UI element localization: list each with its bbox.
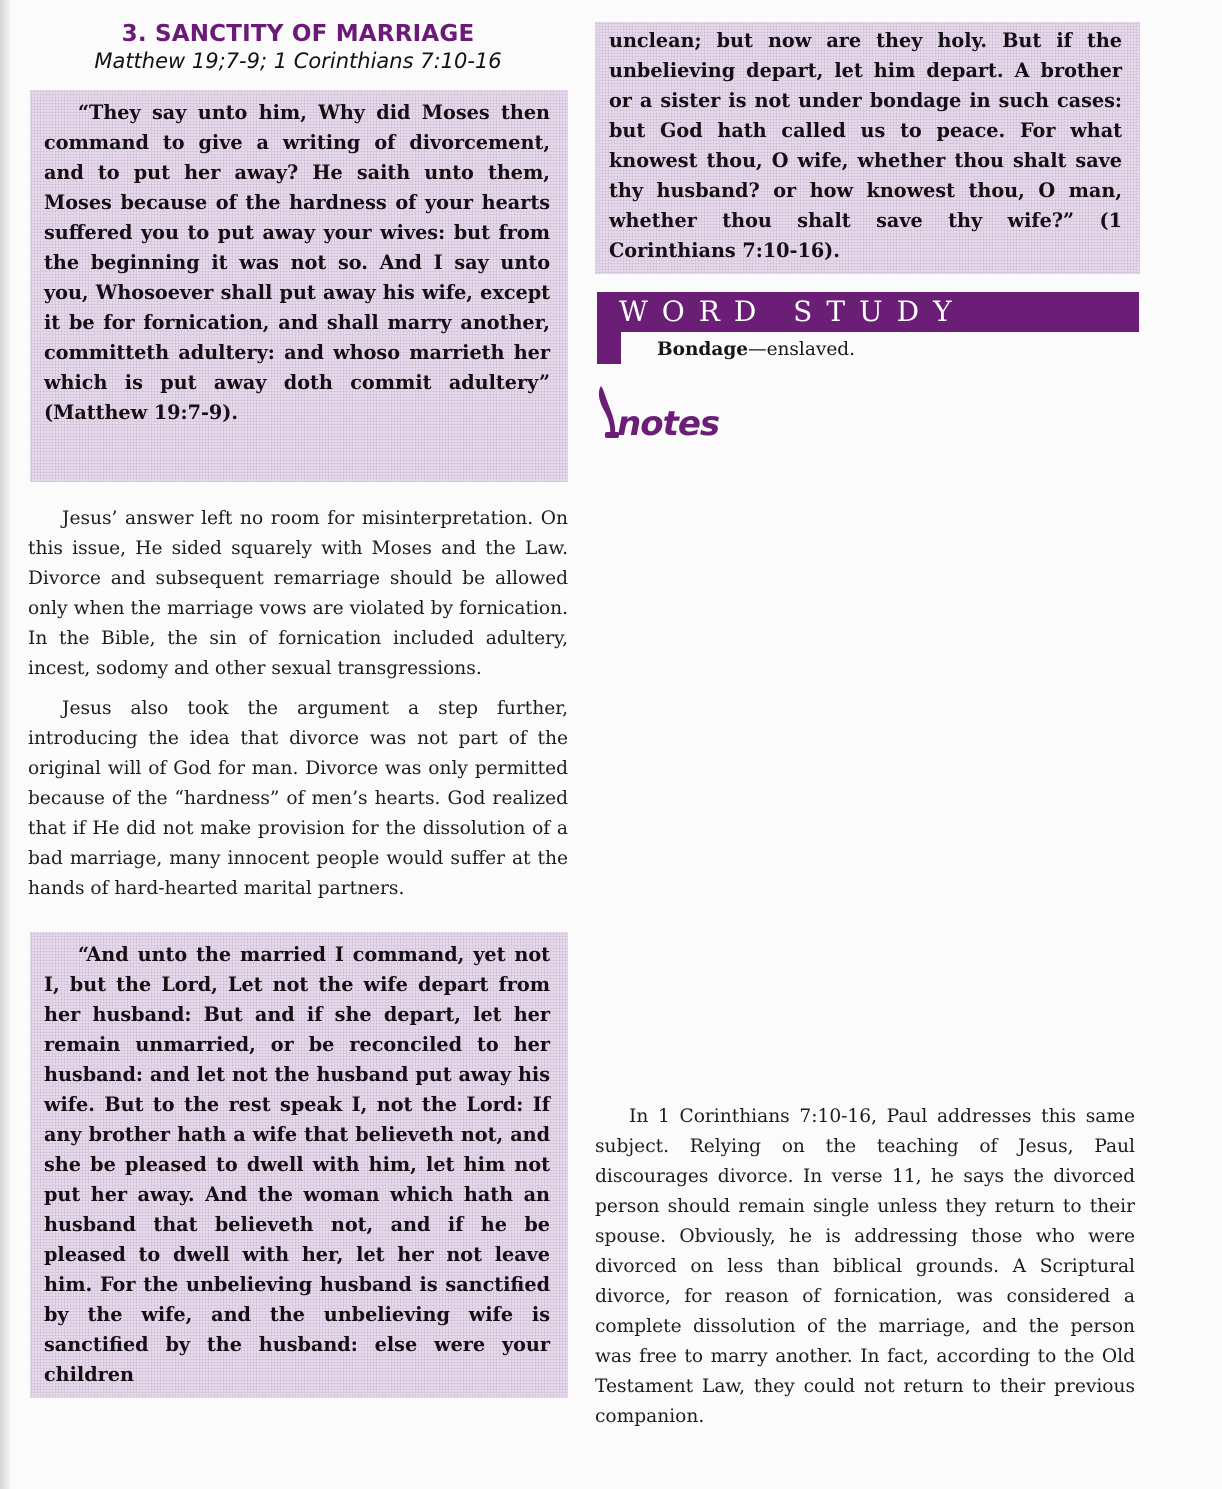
word-study-term: Bondage (657, 339, 749, 360)
page-spine-shadow (0, 0, 10, 1489)
word-study-box (595, 292, 1140, 364)
commentary-paragraph-1: Jesus’ answer left no room for misinterpretation. On this issue, He sided squarely with Moses and the Law. Divorce and subsequent remarriage should be allowed only when the marriage vows are violated by fornication. In the Bible, the sin of fornication included adultery, incest, sodomy and other sexual transgressions. (28, 508, 568, 679)
commentary-paragraph-2: Jesus also took the argument a step further, introducing the idea that divorce was not part of the original will of God for man. Divorce was only permitted because of the “hardness” of men’s hearts. God realized that if He did not make provision for the dissolution of a bad marriage, many innocent people would suffer at the hands of hard-hearted marital partners. (28, 698, 568, 899)
scripture-box-corinthians-part2 (595, 22, 1140, 274)
notes-label: notes (617, 404, 720, 444)
scripture-text-matthew: “They say unto him, Why did Moses then command to give a writing of divorcement, and to put her away? He saith unto them, Moses because of the hardness of your hearts suffered you to put away your wives: but from the beginning it was not so. And I say unto you, Whosoever shall put away his wife, except it be for fornication, and shall marry another, committeth adultery: and whoso marrieth her which is put away doth commit adultery” (Matthew 19:7-9). (44, 101, 550, 424)
scripture-text-corinthians-part2: unclean; but now are they holy. But if the unbelieving depart, let him depart. A brother or a sister is not under bondage in such cases: but God hath called us to peace. For what knowest thou, O wife, whether thou shalt save thy husband? or how knowest thou, O man, whether thou shalt save thy wife?” (1 Corinthians 7:10-16). (609, 29, 1122, 262)
notes-blank-area (595, 442, 1140, 1102)
paul-commentary-paragraph: In 1 Corinthians 7:10-16, Paul addresses this same subject. Relying on the teaching of Jesus, Paul discourages divorce. In verse 11, he says the divorced person should remain single unless they return to their spouse. Obviously, he is addressing those who were divorced on less than biblical grounds. A Scriptural divorce, for reason of fornication, was considered a complete dissolution of the marriage, and the person was free to marry another. In fact, according to the Old Testament Law, they could not return to their previous companion. (595, 1106, 1135, 1427)
word-study-title: WORD STUDY (619, 295, 966, 328)
notes-heading (595, 382, 1140, 442)
section-title: 3. SANCTITY OF MARRIAGE (121, 21, 475, 47)
right-column (595, 22, 1140, 1432)
word-study-bracket (597, 332, 621, 364)
commentary (28, 504, 568, 904)
word-study-definition: —enslaved. (748, 339, 855, 360)
scripture-text-corinthians-part1: “And unto the married I command, yet not I, but the Lord, Let not the wife depart from her husband: But and if she depart, let her remain unmarried, or be reconciled to her husband: and let not the husband put away his wife. But to the rest speak I, not the Lord: If any brother hath a wife that believeth not, and she be pleased to dwell with him, let him not put her away. And the woman which hath an husband that believeth not, and if he be pleased to dwell with her, let her not leave him. For the unbelieving husband is sanctified by the wife, and the unbelieving wife is sanctified by the husband: else were your children (44, 943, 550, 1386)
scripture-box-corinthians-part1 (30, 932, 568, 1398)
scripture-box-matthew (30, 90, 568, 482)
section-reference: Matthew 19;7-9; 1 Corinthians 7:10-16 (94, 49, 502, 73)
left-column (28, 18, 568, 1398)
word-study-entry (657, 338, 855, 362)
